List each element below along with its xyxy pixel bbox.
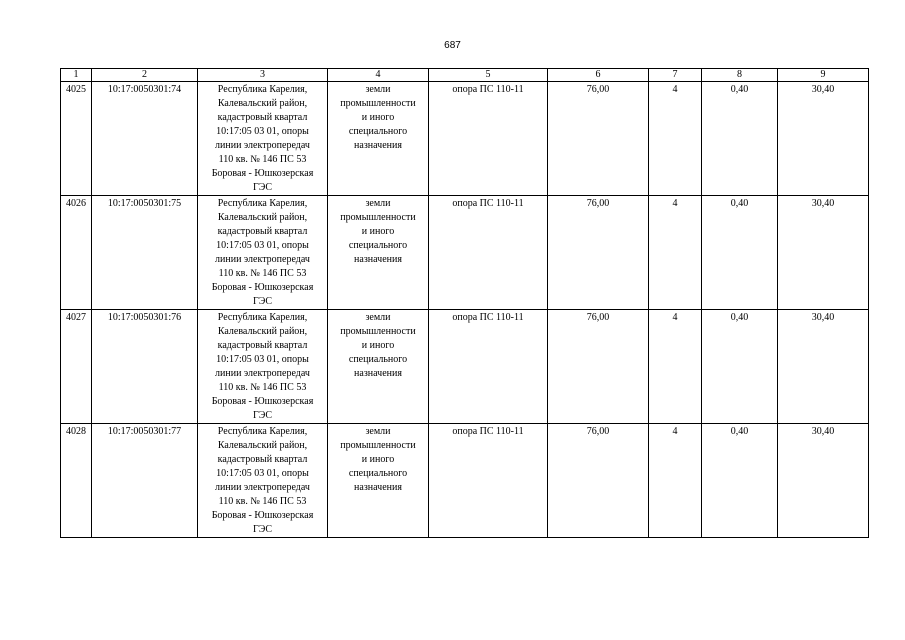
- column-9-cell: 30,40: [778, 82, 869, 196]
- column-header: 2: [92, 69, 198, 82]
- column-8-cell: 0,40: [702, 424, 778, 538]
- column-7-cell: 4: [649, 82, 702, 196]
- address-cell: Республика Карелия, Калевальский район, кадастровый квартал 10:17:05 03 01, опоры линии электропередач 110 кв. № 146 ПС 53 Боровая - Юшкозерская ГЭС: [198, 310, 328, 424]
- column-8-cell: 0,40: [702, 82, 778, 196]
- object-cell: опора ПС 110-11: [429, 82, 548, 196]
- cadastral-number-cell: 10:17:0050301:75: [92, 196, 198, 310]
- land-category-cell: земли промышленности и иного специального назначения: [328, 82, 429, 196]
- land-category-cell: земли промышленности и иного специального назначения: [328, 310, 429, 424]
- land-category-cell: земли промышленности и иного специального назначения: [328, 424, 429, 538]
- address-cell: Республика Карелия, Калевальский район, кадастровый квартал 10:17:05 03 01, опоры линии электропередач 110 кв. № 146 ПС 53 Боровая - Юшкозерская ГЭС: [198, 196, 328, 310]
- column-header: 6: [548, 69, 649, 82]
- table-header-row: [61, 69, 869, 82]
- row-number-cell: 4027: [61, 310, 92, 424]
- column-8-cell: 0,40: [702, 310, 778, 424]
- table-row: [61, 82, 869, 196]
- column-6-cell: 76,00: [548, 424, 649, 538]
- column-6-cell: 76,00: [548, 196, 649, 310]
- column-header: 4: [328, 69, 429, 82]
- row-number-cell: 4028: [61, 424, 92, 538]
- column-7-cell: 4: [649, 424, 702, 538]
- row-number-cell: 4026: [61, 196, 92, 310]
- column-header: 7: [649, 69, 702, 82]
- object-cell: опора ПС 110-11: [429, 310, 548, 424]
- object-cell: опора ПС 110-11: [429, 196, 548, 310]
- table-row: [61, 196, 869, 310]
- cadastral-number-cell: 10:17:0050301:74: [92, 82, 198, 196]
- column-9-cell: 30,40: [778, 424, 869, 538]
- land-plots-table: [60, 68, 869, 538]
- column-6-cell: 76,00: [548, 310, 649, 424]
- column-header: 3: [198, 69, 328, 82]
- column-9-cell: 30,40: [778, 310, 869, 424]
- column-7-cell: 4: [649, 310, 702, 424]
- column-9-cell: 30,40: [778, 196, 869, 310]
- table-row: [61, 424, 869, 538]
- page-number: 687: [444, 40, 461, 51]
- column-header: 5: [429, 69, 548, 82]
- column-8-cell: 0,40: [702, 196, 778, 310]
- column-header: 9: [778, 69, 869, 82]
- address-cell: Республика Карелия, Калевальский район, кадастровый квартал 10:17:05 03 01, опоры линии электропередач 110 кв. № 146 ПС 53 Боровая - Юшкозерская ГЭС: [198, 82, 328, 196]
- address-cell: Республика Карелия, Калевальский район, кадастровый квартал 10:17:05 03 01, опоры линии электропередач 110 кв. № 146 ПС 53 Боровая - Юшкозерская ГЭС: [198, 424, 328, 538]
- column-header: 1: [61, 69, 92, 82]
- land-category-cell: земли промышленности и иного специального назначения: [328, 196, 429, 310]
- column-7-cell: 4: [649, 196, 702, 310]
- column-header: 8: [702, 69, 778, 82]
- object-cell: опора ПС 110-11: [429, 424, 548, 538]
- cadastral-number-cell: 10:17:0050301:77: [92, 424, 198, 538]
- column-6-cell: 76,00: [548, 82, 649, 196]
- cadastral-number-cell: 10:17:0050301:76: [92, 310, 198, 424]
- table-row: [61, 310, 869, 424]
- row-number-cell: 4025: [61, 82, 92, 196]
